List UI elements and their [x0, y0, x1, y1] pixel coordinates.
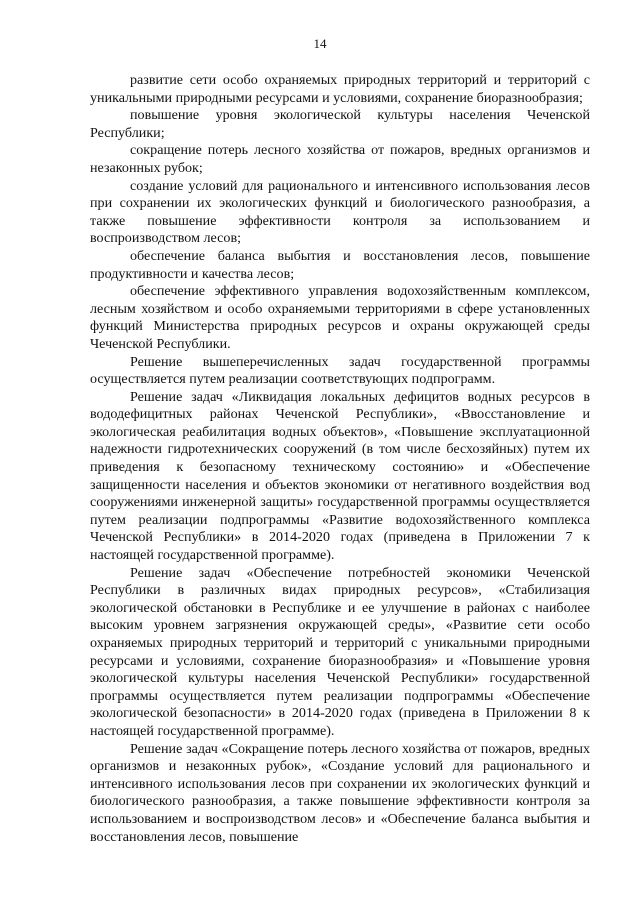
paragraph: сокращение потерь лесного хозяйства от пожаров, вредных организмов и незаконных рубок; — [90, 142, 590, 176]
paragraph: Решение задач «Ликвидация локальных дефицитов водных ресурсов в вододефицитных районах Чеченской Республики», «Ввосстановление и экологическая реабилитация водных объектов», «Повышение эксплуатационной надежности гидротехнических сооружений (в том числе бесхозяйных) путем их приведения к безопасному техническому состоянию» и «Обеспечение защищенности населения и объектов экономики от негативного воздействия вод сооружениями инженерной защиты» государственной программы осуществляется путем реализации подпрограммы «Развитие водохозяйственного комплекса Чеченской Республики» в 2014-2020 годах (приведена в Приложении 7 к настоящей государственной программе). — [90, 388, 590, 564]
paragraph: повышение уровня экологической культуры населения Чеченской Республики; — [90, 107, 590, 141]
body-text — [90, 72, 590, 846]
paragraph: обеспечение баланса выбытия и восстановления лесов, повышение продуктивности и качества лесов; — [90, 247, 590, 282]
page-number: 14 — [313, 36, 327, 51]
paragraph: Решение задач «Сокращение потерь лесного хозяйства от пожаров, вредных организмов и незаконных рубок», «Создание условий для рационального и интенсивного использования лесов при сохранении их экологических функций и биологического разнообразия, а также повышение эффективности контроля за использованием и воспроизводством лесов» и «Обеспечение баланса выбытия и восстановления лесов, повышение — [90, 740, 590, 845]
paragraph: создание условий для рационального и интенсивного использования лесов при сохранении их экологических функций и биологического разнообразия, а также повышение эффективности контроля за использованием и воспроизводством лесов; — [90, 177, 590, 247]
paragraph: Решение вышеперечисленных задач государственной программы осуществляется путем реализации соответствующих подпрограмм. — [90, 353, 590, 388]
paragraph: развитие сети особо охраняемых природных территорий и территорий с уникальными природными ресурсами и условиями, сохранение биоразнообразия; — [90, 72, 590, 106]
paragraph: Решение задач «Обеспечение потребностей экономики Чеченской Республики в различных видах природных ресурсов», «Стабилизация экологической обстановки в Республике и ее улучшение в районах с наиболее высоким уровнем загрязнения окружающей среды», «Развитие сети особо охраняемых природных территорий и территорий с уникальными природными ресурсами и условиями, сохранение биоразнообразия» и «Повышение уровня экологической культуры населения Чеченской Республики» государственной программы осуществляется путем реализации подпрограммы «Обеспечение экологической безопасности» в 2014-2020 годах (приведена в Приложении 8 к настоящей государственной программе). — [90, 564, 590, 739]
paragraph: обеспечение эффективного управления водохозяйственным комплексом, лесным хозяйством и особо охраняемыми территориями в сфере установленных функций Министерства природных ресурсов и охраны окружающей среды Чеченской Республики. — [90, 283, 590, 352]
